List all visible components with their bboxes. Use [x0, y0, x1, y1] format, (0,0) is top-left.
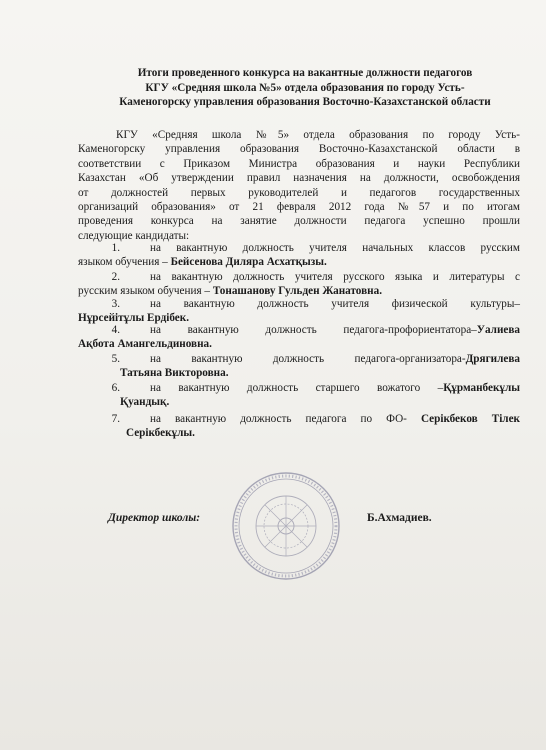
official-seal-icon: [230, 470, 342, 582]
candidate-name: Серікбекұлы.: [126, 427, 195, 440]
candidate-name: Ақбота Амангельдиновна.: [78, 338, 212, 351]
item-number: 1.: [111, 242, 120, 254]
candidate-surname: Серікбеков Тілек: [420, 413, 520, 425]
list-item: [78, 381, 520, 410]
candidate-name: Қуандық.: [120, 396, 170, 409]
item-number: 2.: [111, 271, 120, 283]
item-text: на вакантную должность старшего вожатого –: [150, 382, 444, 394]
candidate-surname: Құрманбекұлы: [443, 382, 520, 394]
intro-line-1: КГУ «Средняя школа №5» отдела образования по городу Усть-: [116, 129, 520, 141]
candidate-name: Нұрсейітұлы Ердібек.: [78, 312, 189, 325]
title-line-3: Каменогорску управления образования Восточно-Казахстанской области: [119, 96, 491, 108]
list-item: [78, 241, 520, 270]
item-text: на вакантную должность учителя русского языка и литературы с: [150, 271, 520, 283]
intro-line-6: организаций образования» от 21 февраля 2012 года №57 и по итогам: [78, 201, 520, 214]
item-number: 3.: [111, 298, 120, 310]
item-text: на вакантную должность учителя физической культуры–: [150, 298, 520, 310]
item-number: 5.: [111, 353, 120, 365]
candidate-name: Тонашанову Гульден Жанатовна.: [212, 285, 383, 298]
item-number: 6.: [111, 382, 120, 394]
intro-paragraph: [78, 128, 520, 243]
item-text: на вакантную должность педагога-профориентатора–: [150, 324, 477, 336]
title-line-2: КГУ «Средняя школа №5» отдела образования по городу Усть-: [145, 81, 465, 94]
list-item: [78, 270, 520, 299]
candidate-name: Татьяна Викторовна.: [120, 367, 229, 380]
list-item: [78, 412, 520, 441]
item-text: на вакантную должность педагога-организатора-: [150, 353, 466, 365]
list-item: [78, 297, 520, 326]
candidate-surname: Дрягилева: [465, 353, 520, 365]
director-label: Директор школы:: [108, 512, 201, 524]
intro-line-7: проведения конкурса на занятие должности педагога успешно прошли: [78, 215, 520, 228]
list-item: [78, 323, 520, 352]
list-item: [78, 352, 520, 381]
candidate-name: Бейсенова Диляра Асхатқызы.: [170, 256, 327, 269]
intro-line-8: следующие кандидаты:: [78, 229, 190, 242]
intro-line-5: от должностей первых руководителей и педагогов государственных: [78, 186, 520, 199]
intro-line-3: соответствии с Приказом Министра образования и науки Республики: [78, 157, 520, 170]
item-text: на вакантную должность учителя начальных классов русским: [150, 242, 520, 254]
director-name: Б.Ахмадиев.: [367, 512, 432, 524]
intro-line-2: Каменогорску управления образования Восточно-Казахстанской области в: [78, 143, 520, 156]
item-number: 4.: [111, 324, 120, 336]
item-text: на вакантную должность педагога по ФО-: [150, 413, 421, 425]
candidate-surname: Уалиева: [476, 324, 520, 336]
item-number: 7.: [111, 413, 120, 425]
title-line-1: Итоги проведенного конкурса на вакантные должности педагогов: [137, 67, 473, 79]
item-text-continued: русским языком обучения –: [78, 285, 213, 298]
item-text-continued: языком обучения –: [78, 256, 171, 269]
intro-line-4: Казахстан «Об утверждении правил назначения на должности, освобождения: [78, 172, 520, 185]
document-title: [70, 66, 540, 110]
